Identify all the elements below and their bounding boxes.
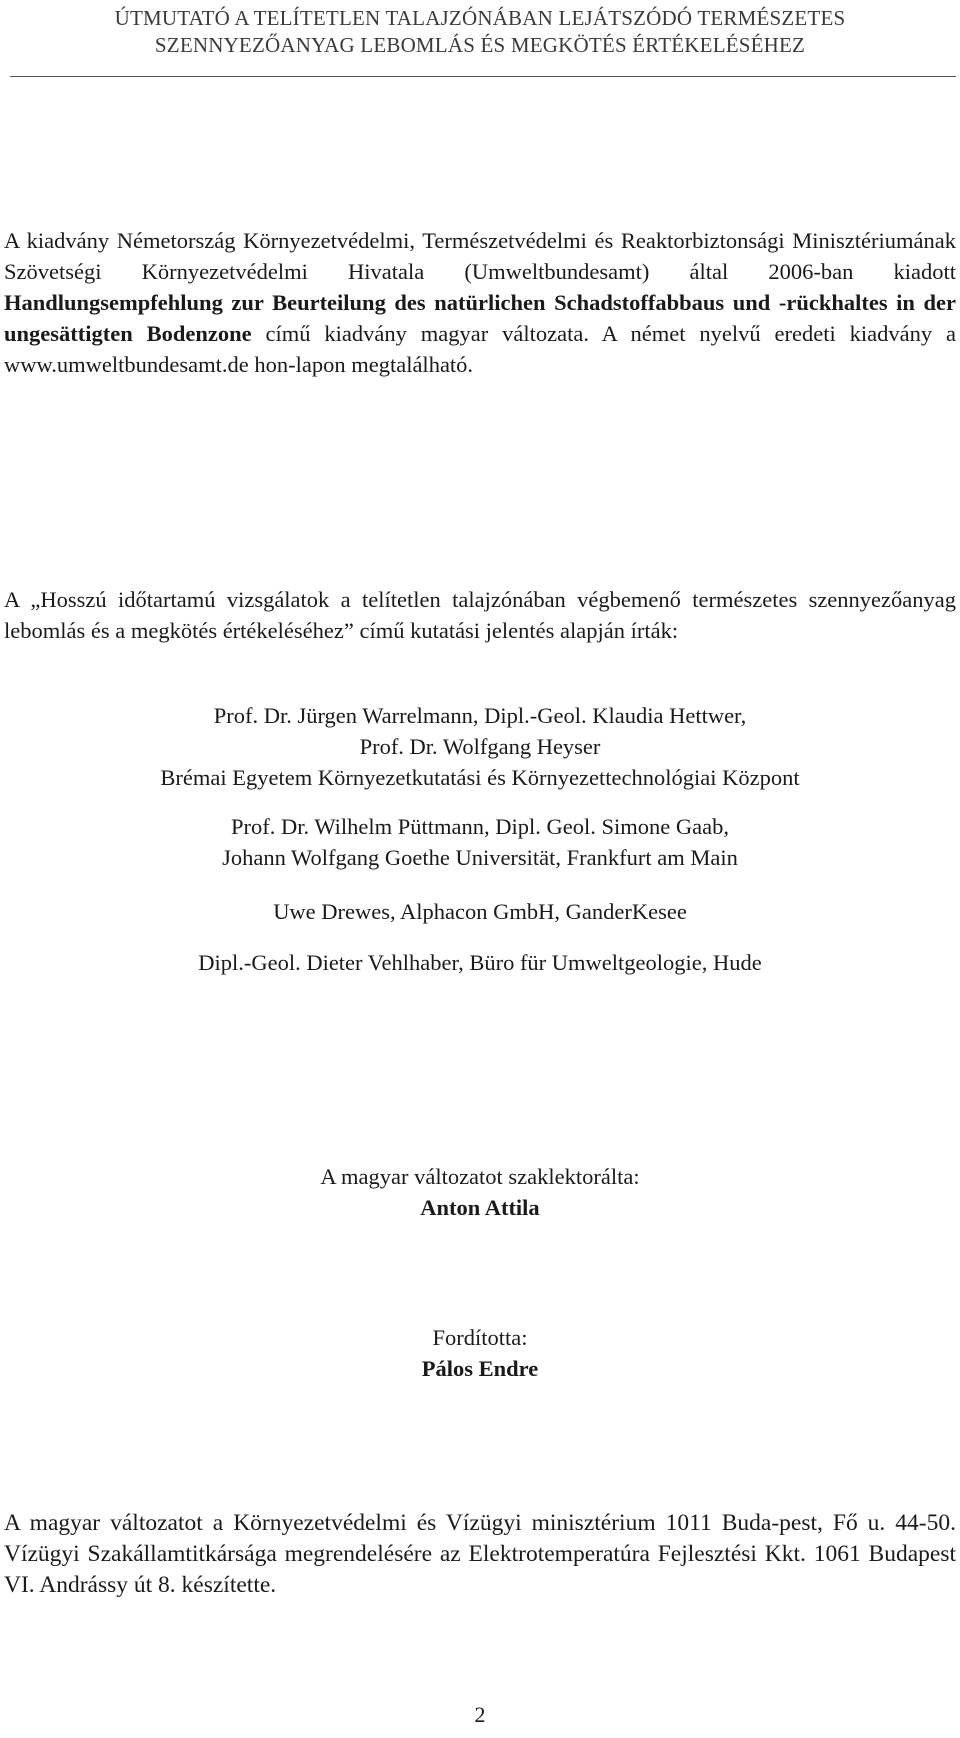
lector-block <box>0 1161 960 1223</box>
translator-name: Pálos Endre <box>421 1356 539 1381</box>
running-header-line-2: SZENNYEZŐANYAG LEBOMLÁS ÉS MEGKÖTÉS ÉRTÉKELÉSÉHEZ <box>154 33 806 57</box>
author-alphacon: Uwe Drewes, Alphacon GmbH, GanderKesee <box>273 899 687 924</box>
author-affiliation-frankfurt: Johann Wolfgang Goethe Universität, Frankfurt am Main <box>222 845 738 870</box>
author-group-frankfurt <box>0 811 960 873</box>
translator-label: Fordította: <box>432 1325 528 1350</box>
author-hude: Dipl.-Geol. Dieter Vehlhaber, Büro für Umweltgeologie, Hude <box>198 950 762 975</box>
basis-paragraph: A „Hosszú időtartamú vizsgálatok a telítetlen talajzónában végbemenő természetes szennyezőanyag lebomlás és a megkötés értékeléséhez” című kutatási jelentés alapján írták: <box>4 587 956 643</box>
author-group-alphacon <box>0 896 960 927</box>
author-names-3: Prof. Dr. Wilhelm Püttmann, Dipl. Geol. Simone Gaab, <box>230 814 729 839</box>
author-names-2: Prof. Dr. Wolfgang Heyser <box>359 734 601 759</box>
author-group-hude <box>0 947 960 978</box>
lector-name: Anton Attila <box>420 1195 540 1220</box>
author-names-1: Prof. Dr. Jürgen Warrelmann, Dipl.-Geol. Klaudia Hettwer, <box>213 703 747 728</box>
original-title: Handlungsempfehlung zur Beurteilung des natürlichen Schadstoffabbaus und -rückhaltes in der ungesättigten Bodenzone <box>4 290 956 346</box>
intro-paragraph <box>4 225 956 380</box>
translator-block <box>0 1322 960 1384</box>
author-affiliation-bremen: Brémai Egyetem Környezetkutatási és Környezettechnológiai Központ <box>160 765 800 790</box>
page-number: 2 <box>474 1702 486 1727</box>
lector-label: A magyar változatot szaklektorálta: <box>320 1164 640 1189</box>
intro-text-end: című kiadvány magyar változata. A német nyelvű eredeti kiadvány a www.umweltbundesamt.de hon-lapon megtalálható. <box>4 321 956 377</box>
author-group-bremen <box>0 700 960 793</box>
publisher-paragraph: A magyar változatot a Környezetvédelmi és Vízügyi minisztérium 1011 Buda-pest, Fő u. 44-50. Vízügyi Szakállamtitkársága megrendelésére az Elektrotemperatúra Fejlesztési Kkt. 1061 Budapest VI. Andrássy út 8. készítette. <box>4 1510 956 1598</box>
header-divider <box>10 76 956 77</box>
running-header-line-1: ÚTMUTATÓ A TELÍTETLEN TALAJZÓNÁBAN LEJÁTSZÓDÓ TERMÉSZETES <box>114 6 846 30</box>
running-header <box>0 0 960 59</box>
intro-text-start: A kiadvány Németország Környezetvédelmi, Természetvédelmi és Reaktorbiztonsági Minisztériumának Szövetségi Környezetvédelmi Hivatala (Umweltbundesamt) által 2006-ban kiadott <box>4 228 956 284</box>
